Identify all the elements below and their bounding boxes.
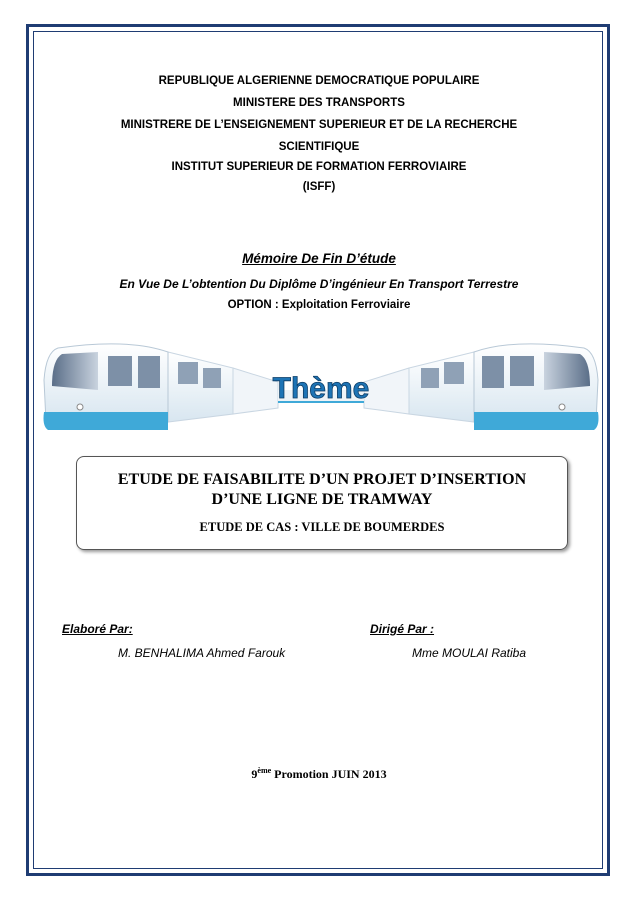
theme-word: Thème	[272, 372, 370, 405]
memoire-subtitle: En Vue De L’obtention Du Diplôme D’ingénieur En Transport Terrestre	[119, 277, 519, 291]
supervised-by-name: Mme MOULAI Ratiba	[412, 646, 527, 660]
promotion-line	[0, 766, 638, 782]
header-line-institute: INSTITUT SUPERIEUR DE FORMATION FERROVIAIRE	[171, 161, 467, 173]
promotion-suffix: ème	[257, 766, 272, 775]
memoire-option: OPTION : Exploitation Ferroviaire	[227, 299, 411, 311]
theme-title-line1: ETUDE DE FAISABILITE D’UN PROJET D’INSERTION	[117, 471, 527, 488]
header-line-ministry-transport: MINISTERE DES TRANSPORTS	[233, 97, 405, 109]
promotion-number: 9	[251, 767, 258, 781]
tram-right	[364, 344, 599, 430]
prepared-by-label: Elaboré Par:	[62, 622, 133, 636]
header-line-isff: (ISFF)	[302, 181, 336, 193]
memoire-title: Mémoire De Fin D’étude	[242, 251, 396, 266]
promotion-text: Promotion JUIN 2013	[274, 767, 387, 781]
supervised-by-label: Dirigé Par :	[370, 622, 435, 636]
theme-case-study: ETUDE DE CAS : VILLE DE BOUMERDES	[199, 520, 445, 534]
prepared-by-name: M. BENHALIMA Ahmed Farouk	[118, 646, 286, 660]
theme-title-line2: D’UNE LIGNE DE TRAMWAY	[211, 491, 433, 508]
header-line-scientific: SCIENTIFIQUE	[278, 141, 360, 153]
header-line-republic: REPUBLIQUE ALGERIENNE DEMOCRATIQUE POPULAIRE	[158, 75, 480, 87]
page-border-inner	[33, 31, 603, 869]
header-line-ministry-education: MINISTRERE DE L’ENSEIGNEMENT SUPERIEUR ET DE LA RECHERCHE	[120, 119, 518, 131]
tram-banner-image	[38, 330, 604, 440]
tram-left	[44, 344, 279, 430]
